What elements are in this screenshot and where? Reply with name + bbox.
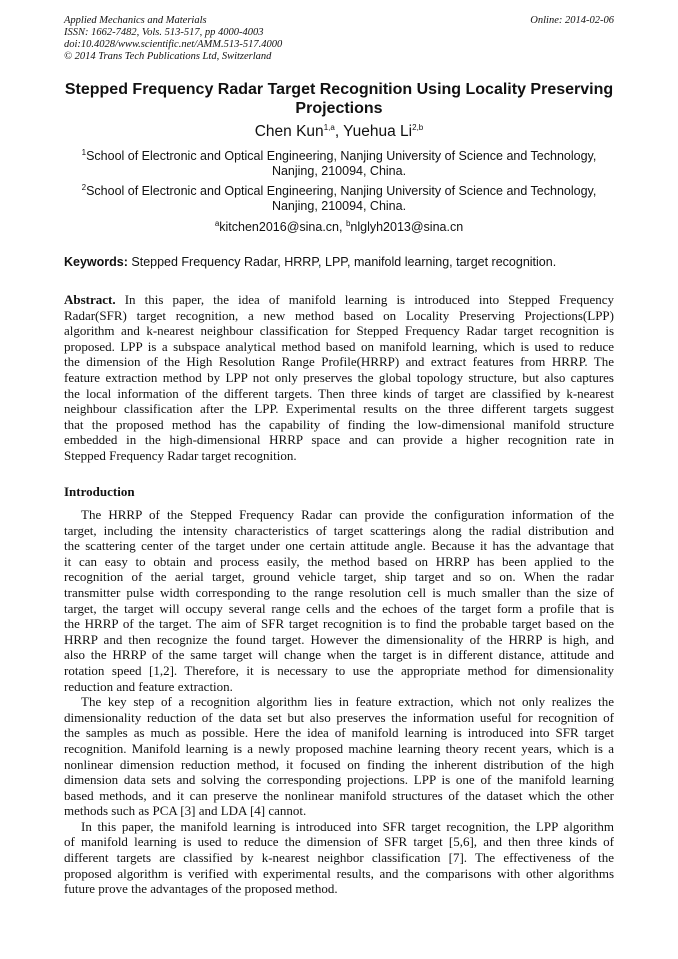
author-sup: 1,a (323, 122, 335, 132)
abstract-text: Stepped Frequency Radar target recognition. (64, 447, 297, 463)
text-line: dimension data sets and solving the corresponding projections. LPP is one of the manifold learning (64, 772, 614, 788)
text-line: based methods, and it can preserve the nonlinear manifold structures of the dataset which the other (64, 787, 614, 803)
text-line: In this paper, the manifold learning is introduced into SFR target recognition, the LPP algorithm (81, 818, 614, 834)
heading-text: Introduction (64, 484, 135, 499)
abstract-text: the local information of the different targets. Then three kinds of target are classified by k-nearest (64, 385, 614, 401)
keywords-label: Keywords: (64, 255, 128, 269)
separator: , (334, 123, 344, 140)
aff-line: School of Electronic and Optical Engineering, Nanjing University of Science and Technology, (86, 149, 597, 163)
abstract-text: In this paper, the idea of manifold learning is introduced into Stepped Frequency (124, 292, 614, 307)
text-line: The HRRP of the Stepped Frequency Radar can provide the configuration information of the (81, 507, 614, 522)
abstract-text: neighbour classification after the LPP. Experimental results on the three different targets suggest (64, 401, 614, 417)
email[interactable]: kitchen2016@sina.cn, (219, 220, 346, 234)
abstract-text: the dimension of the High Resolution Range Profile(HRRP) and extract features from HRRP. The (64, 354, 614, 370)
text-line: also the HRRP of the same target will change when the target is in different distance, attitude and (64, 647, 614, 663)
text-line: future prove the advantages of the proposed method. (64, 881, 338, 897)
affiliation-2 (40, 184, 638, 214)
journal-header (64, 15, 282, 63)
authors (40, 122, 638, 141)
email-sup: a (214, 218, 220, 228)
text-line (64, 417, 614, 433)
abstract-text: Radar(SFR) target recognition, a new method based on Locality Preserving Projections(LPP) (64, 307, 614, 323)
journal-name: Applied Mechanics and Materials (64, 15, 207, 26)
text-line (64, 448, 614, 464)
text-line: transmitter pulse width corresponding to the range resolution cell is much smaller than the size of (64, 584, 614, 600)
aff-line: Nanjing, 210094, China. (271, 199, 407, 213)
text-line (64, 339, 614, 355)
title-line: Stepped Frequency Radar Target Recognition Using Locality Preserving (64, 81, 614, 98)
text-line: The key step of a recognition algorithm lies in feature extraction, which not only realizes the (81, 694, 614, 710)
abstract-text: feature extraction method by LPP not only preserves the global topology structure, but also captures (64, 369, 614, 385)
text-line: target, the target will occupy several range cells and the echoes of the target form a profile that is (64, 600, 614, 616)
text-line: recognition. Manifold learning is a newly proposed machine learning theory recent years, which is a (64, 740, 614, 756)
text-line (64, 308, 614, 324)
text-line: proposed algorithm is verified with experimental results, and the comparisons with other algorithms (64, 865, 614, 881)
issn: ISSN: 1662-7482, Vols. 513-517, pp 4000-4003 (64, 27, 264, 38)
aff-sup: 2 (81, 182, 87, 192)
text-line (64, 370, 614, 386)
email[interactable]: nlglyh2013@sina.cn (350, 220, 464, 234)
doi: doi:10.4028/www.scientific.net/AMM.513-517.4000 (64, 39, 283, 50)
text-line (64, 401, 614, 417)
text-line: reduction and feature extraction. (64, 678, 233, 694)
introduction-body (64, 507, 614, 897)
abstract-label: Abstract. (64, 292, 116, 307)
text-line: of manifold learning is used to reduce the dimension of SFR target [5,6], and then three kinds of (64, 834, 614, 850)
abstract-text: that the proposed method has the capability of finding the low-dimensional manifold structure (64, 416, 614, 432)
abstract-text: proposed. LPP is a subspace analytical method based on manifold learning, which is used to reduce (64, 338, 614, 354)
text-line (64, 386, 614, 402)
section-heading-introduction (64, 484, 614, 500)
text-line (64, 292, 614, 308)
text-line (64, 432, 614, 448)
keywords-text: Stepped Frequency Radar, HRRP, LPP, manifold learning, target recognition. (127, 255, 557, 269)
text-line: recognition of the aerial target, ground vehicle target, ship target and so on. When the radar (64, 569, 614, 585)
aff-sup: 1 (81, 147, 87, 157)
affiliation-1 (40, 149, 638, 179)
online-date: Online: 2014-02-06 (530, 15, 614, 26)
abstract-text: embedded in the high-dimensional HRRP space and can provide a higher recognition rate in (64, 432, 614, 448)
keywords (64, 255, 556, 269)
text-line: nonlinear dimension reduction method, it focused on finding the inherent distribution of the high (64, 756, 614, 772)
text-line: different targets are classified by k-nearest neighbor classification [7]. The effectiveness of the (64, 850, 614, 866)
text-line: the scattering center of the target under one certain attitude angle. Because it has the advantage that (64, 538, 614, 554)
emails (40, 220, 638, 235)
title-line: Projections (295, 100, 383, 117)
text-line: the samples as much as possible. Here the idea of manifold learning is introduced into SFR target (64, 725, 614, 741)
author-sup: 2,b (412, 122, 424, 132)
paper-title (40, 80, 638, 118)
text-line (64, 323, 614, 339)
text-line: methods such as PCA [3] and LDA [4] cannot. (64, 803, 307, 819)
text-line (64, 354, 614, 370)
email-sup: b (345, 218, 351, 228)
abstract-text: algorithm and k-nearest neighbour classification for Stepped Frequency Radar target recognition is (64, 323, 614, 339)
text-line: HRRP and then recognize the found target. However the dimensionality of the HRRP is high, and (64, 631, 614, 647)
aff-line: Nanjing, 210094, China. (271, 164, 407, 178)
text-line: rotation speed [1,2]. Therefore, it is necessary to use the appropriate method for dimensionality (64, 662, 614, 678)
author: Chen Kun (254, 123, 324, 140)
author: Yuehua Li (343, 123, 413, 140)
abstract (64, 292, 614, 464)
text-line: dimensionality reduction of the data set but also preserves the information useful for recognition of (64, 709, 614, 725)
copyright: © 2014 Trans Tech Publications Ltd, Switzerland (64, 51, 272, 62)
aff-line: School of Electronic and Optical Engineering, Nanjing University of Science and Technology, (86, 184, 597, 198)
text-line: target, including the intensity characteristics of target scatterings along the radial distribution and (64, 522, 614, 538)
text-line: the HRRP of the target. The aim of SFR target recognition is to find the probable target based on the (64, 616, 614, 632)
text-line: it can easy to obtain and process easily, the method based on HRRP has been applied to the (64, 553, 614, 569)
